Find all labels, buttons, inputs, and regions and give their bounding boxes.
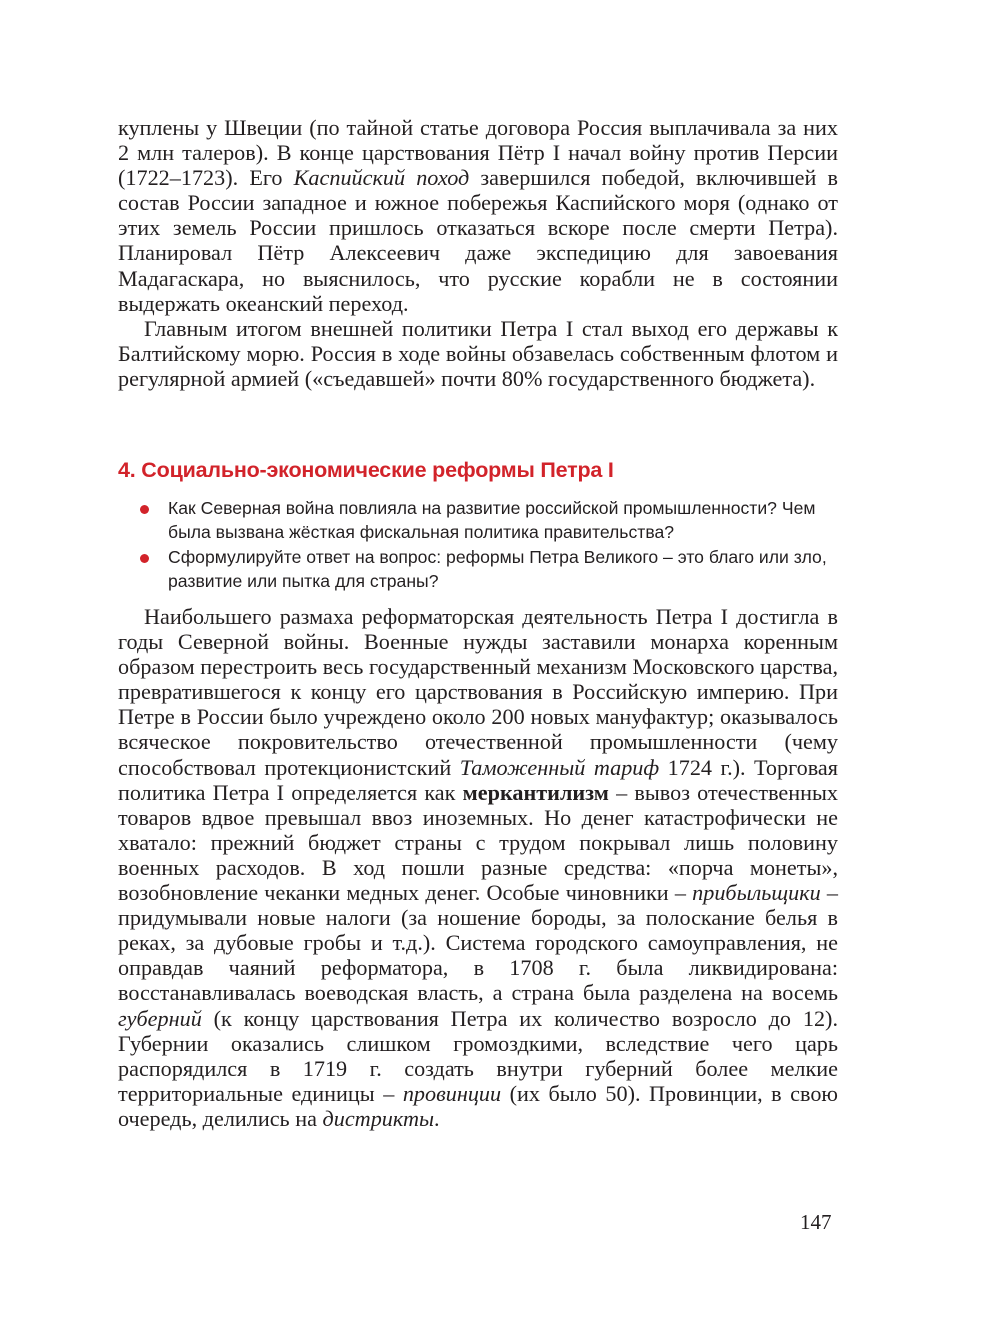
question-text: Как Северная война повлияла на развитие российской промышленности? Чем была вызвана жёсткая фискальная политика правительства? <box>168 498 816 542</box>
paragraph <box>118 115 838 316</box>
italic-term: дистрикты <box>322 1105 435 1131</box>
italic-term: Таможенный тариф <box>459 754 660 780</box>
text-run: – придумывали новые налоги (за ношение бороды, за полоскание белья в реках, за дубовые гробы и т.д.). Система городского самоуправления, не оправдав чаяний реформатора, в 1708 г. была ликвидирована: восстанавливалась воеводская власть, а страна была разделена на восемь <box>118 880 839 1006</box>
paragraph <box>118 316 838 391</box>
text-block-top <box>118 115 838 391</box>
italic-term: губерний <box>118 1005 202 1031</box>
text-run: (к концу царствования Петра их количество возросло до 12). Губернии оказались слишком громоздкими, вследствие чего царь распорядился в 1719 г. создать внутри губерний более мелкие территориальные единицы – <box>118 1005 838 1106</box>
italic-term: провинции <box>402 1080 502 1106</box>
italic-term: прибыльщики <box>692 880 821 906</box>
text-run: (их было 50). Провинции, в свою очередь, делились на <box>118 1080 838 1131</box>
section-block <box>118 457 838 593</box>
question-list <box>118 497 838 593</box>
text-run: завершился победой, включившей в состав России западное и южное побережья Каспийского моря (однако от этих земель России пришлось отказаться вскоре после смерти Петра). Планировал Пётр Алексеевич даже экспедицию для завоевания Мадагаскара, но выяснилось, что русские корабли не в состоянии выдержать океанский переход. <box>118 165 839 316</box>
question-text: Сформулируйте ответ на вопрос: реформы Петра Великого – это благо или зло, развитие или пытка для страны? <box>168 547 827 591</box>
question-item <box>118 497 838 544</box>
question-item <box>118 546 838 593</box>
paragraph <box>118 604 838 1131</box>
text-run: . <box>434 1105 440 1131</box>
text-run: – вывоз отечественных товаров вдвое превышал ввоз иноземных. Но денег катастрофически не хватало: прежний бюджет страны с трудом покрывал лишь половину военных расходов. В ход пошли разные средства: «порча монеты», возобновление чеканки медных денег. Особые чиновники – <box>118 779 839 906</box>
page-number: 147 <box>800 1210 832 1234</box>
text-run: куплены у Швеции (по тайной статье договора Россия выплачивала за них 2 млн талеров). В конце царствования Пётр I начал войну против Персии (1722–1723). Его <box>118 115 838 191</box>
italic-term: Каспийский поход <box>293 165 470 191</box>
bold-term: меркантилизм <box>462 779 609 805</box>
text-run: Главным итогом внешней политики Петра I стал выход его державы к Балтийскому морю. Россия в ходе войны обзавелась собственным флотом и регулярной армией («съедавшей» почти 80% государственного бюджета). <box>118 315 838 391</box>
text-run: Наибольшего размаха реформаторская деятельность Петра I достигла в годы Северной войны. Военные нужды заставили монарха коренным образом перестроить весь государственный механизм Московского царства, превратившегося к концу его царствования в Российскую империю. При Петре в России было учреждено около 200 новых мануфактур; оказывалось всяческое покровительство отечественной промышленности (чему способствовал протекционистский <box>118 604 838 780</box>
bullet-icon <box>140 554 149 563</box>
section-heading: 4. Социально-экономические реформы Петра I <box>118 458 614 482</box>
text-run: 1724 г.). Торговая политика Петра I определяется как <box>118 754 838 805</box>
bullet-icon <box>140 505 149 514</box>
text-block-bottom <box>118 604 838 1131</box>
